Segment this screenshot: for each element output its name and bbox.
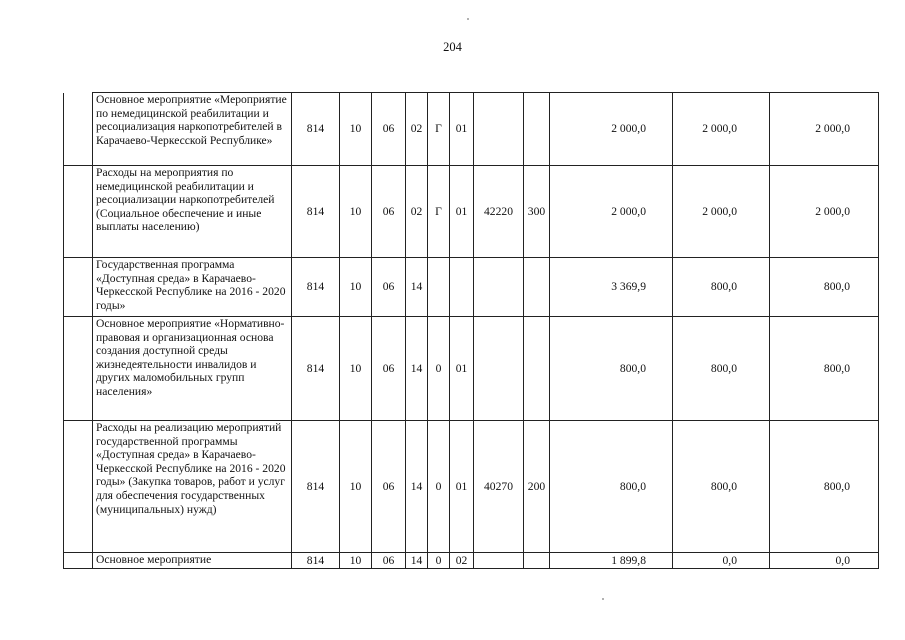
expense-type-code	[524, 258, 550, 317]
subsection-code: 06	[372, 553, 406, 569]
table-row	[64, 93, 879, 166]
subprogram-code: 0	[428, 553, 450, 569]
direction-code: 42220	[474, 166, 524, 258]
amount-year-2: 800,0	[673, 317, 770, 421]
section-code: 10	[340, 258, 372, 317]
expense-type-code	[524, 553, 550, 569]
item-name: Основное мероприятие «Мероприятие по немедицинской реабилитации и ресоциализация наркопотребителей в Карачаево-Черкесской Республике»	[93, 93, 292, 166]
event-code: 02	[450, 553, 474, 569]
program-code: 14	[406, 258, 428, 317]
ministry-code: 814	[292, 317, 340, 421]
row-number-cell	[64, 258, 93, 317]
direction-code	[474, 258, 524, 317]
amount-year-3: 2 000,0	[770, 93, 879, 166]
amount-year-2: 800,0	[673, 258, 770, 317]
amount-year-1: 800,0	[550, 317, 673, 421]
expense-type-code: 300	[524, 166, 550, 258]
table-row	[64, 421, 879, 553]
amount-year-1: 1 899,8	[550, 553, 673, 569]
ministry-code: 814	[292, 421, 340, 553]
event-code: 01	[450, 93, 474, 166]
program-code: 14	[406, 553, 428, 569]
table-row	[64, 553, 879, 569]
subprogram-code: 0	[428, 317, 450, 421]
page-number: 204	[443, 40, 462, 54]
amount-year-2: 2 000,0	[673, 166, 770, 258]
subsection-code: 06	[372, 421, 406, 553]
amount-year-2: 0,0	[673, 553, 770, 569]
scan-speck	[467, 18, 469, 20]
ministry-code: 814	[292, 553, 340, 569]
item-name: Основное мероприятие	[93, 553, 292, 569]
event-code: 01	[450, 166, 474, 258]
row-number-cell	[64, 421, 93, 553]
expense-type-code: 200	[524, 421, 550, 553]
program-code: 14	[406, 421, 428, 553]
ministry-code: 814	[292, 258, 340, 317]
amount-year-3: 0,0	[770, 553, 879, 569]
table-row	[64, 166, 879, 258]
direction-code	[474, 317, 524, 421]
item-name: Государственная программа «Доступная среда» в Карачаево-Черкесской Республике на 2016 - 2020 годы»	[93, 258, 292, 317]
row-number-cell	[64, 166, 93, 258]
amount-year-1: 3 369,9	[550, 258, 673, 317]
ministry-code: 814	[292, 166, 340, 258]
program-code: 02	[406, 93, 428, 166]
row-number-cell	[64, 317, 93, 421]
program-code: 14	[406, 317, 428, 421]
direction-code	[474, 93, 524, 166]
section-code: 10	[340, 421, 372, 553]
event-code	[450, 258, 474, 317]
event-code: 01	[450, 317, 474, 421]
row-number-cell	[64, 553, 93, 569]
section-code: 10	[340, 166, 372, 258]
program-code: 02	[406, 166, 428, 258]
section-code: 10	[340, 93, 372, 166]
subprogram-code: 0	[428, 421, 450, 553]
amount-year-2: 800,0	[673, 421, 770, 553]
table-row	[64, 258, 879, 317]
expense-type-code	[524, 317, 550, 421]
subprogram-code: Г	[428, 166, 450, 258]
amount-year-3: 800,0	[770, 421, 879, 553]
item-name: Расходы на реализацию мероприятий государственной программы «Доступная среда» в Карачаево-Черкесской Республике на 2016 - 2020 годы» (Закупка товаров, работ и услуг для обеспечения государственных (муниципальных) нужд)	[93, 421, 292, 553]
budget-table	[63, 92, 879, 569]
subprogram-code	[428, 258, 450, 317]
amount-year-3: 2 000,0	[770, 166, 879, 258]
amount-year-3: 800,0	[770, 258, 879, 317]
direction-code: 40270	[474, 421, 524, 553]
event-code: 01	[450, 421, 474, 553]
item-name: Расходы на мероприятия по немедицинской реабилитации и ресоциализации наркопотребителей (Социальное обеспечение и иные выплаты населению)	[93, 166, 292, 258]
section-code: 10	[340, 317, 372, 421]
table-row	[64, 317, 879, 421]
ministry-code: 814	[292, 93, 340, 166]
subsection-code: 06	[372, 258, 406, 317]
direction-code	[474, 553, 524, 569]
row-number-cell	[64, 93, 93, 166]
subsection-code: 06	[372, 93, 406, 166]
section-code: 10	[340, 553, 372, 569]
subsection-code: 06	[372, 317, 406, 421]
amount-year-1: 800,0	[550, 421, 673, 553]
subsection-code: 06	[372, 166, 406, 258]
amount-year-1: 2 000,0	[550, 166, 673, 258]
scan-speck	[602, 598, 604, 600]
item-name: Основное мероприятие «Нормативно-правовая и организационная основа создания доступной среды жизнедеятельности инвалидов и других маломобильных групп населения»	[93, 317, 292, 421]
amount-year-1: 2 000,0	[550, 93, 673, 166]
expense-type-code	[524, 93, 550, 166]
amount-year-2: 2 000,0	[673, 93, 770, 166]
amount-year-3: 800,0	[770, 317, 879, 421]
subprogram-code: Г	[428, 93, 450, 166]
